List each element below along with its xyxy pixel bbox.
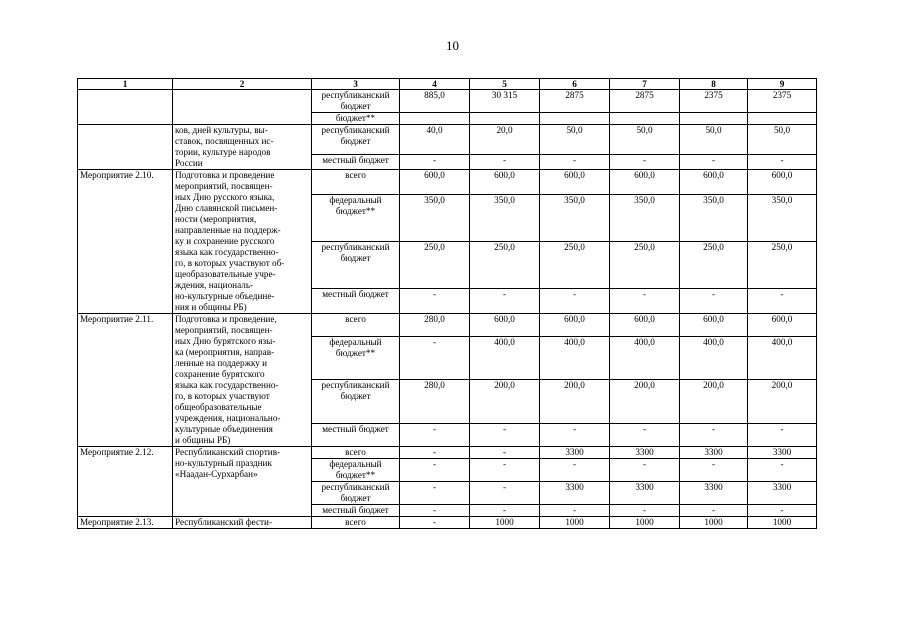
amount-cell: 350,0 [680, 194, 748, 241]
amount-cell: 3300 [610, 447, 680, 459]
amount-cell: 2875 [540, 90, 610, 113]
column-header: 8 [680, 79, 748, 90]
measure-name-cell [173, 170, 312, 314]
measure-name-line: ности (мероприятия, [175, 214, 257, 224]
funding-source-cell [312, 154, 400, 169]
amount-cell: 200,0 [470, 380, 540, 424]
measure-name-line: сохранение бурятского [175, 369, 265, 379]
table-body [78, 90, 817, 529]
measure-name-line: го, в которых участвуют об- [175, 258, 285, 268]
funding-source-line: бюджет** [335, 347, 376, 358]
amount-cell: 600,0 [540, 170, 610, 195]
amount-cell: - [610, 424, 680, 447]
funding-source-line: федеральный [329, 336, 382, 347]
measure-name-line: ков, дней культуры, вы- [175, 125, 268, 135]
table-row [78, 314, 817, 337]
amount-cell: - [748, 154, 817, 169]
header-row [78, 79, 817, 90]
funding-source-cell [312, 482, 400, 505]
measure-id-cell [78, 170, 173, 314]
column-header: 7 [610, 79, 680, 90]
amount-cell: 1000 [748, 517, 817, 529]
measure-name-line: культурные объединения [175, 424, 273, 434]
amount-cell: - [540, 505, 610, 517]
amount-cell: 600,0 [680, 170, 748, 195]
amount-cell: - [400, 424, 470, 447]
amount-cell: 1000 [470, 517, 540, 529]
amount-cell: - [470, 482, 540, 505]
table-row [78, 170, 817, 195]
column-header: 3 [312, 79, 400, 90]
budget-table [77, 78, 817, 529]
amount-cell: - [748, 424, 817, 447]
funding-source-line: республиканский [321, 241, 390, 252]
measure-name-line: Республиканский спортив- [175, 447, 281, 457]
column-header: 1 [78, 79, 173, 90]
amount-cell: 3300 [748, 482, 817, 505]
funding-source-line: республиканский [321, 380, 390, 391]
funding-source-cell [312, 194, 400, 241]
amount-cell: 600,0 [400, 170, 470, 195]
table-row [78, 517, 817, 529]
measure-name-line: ставок, посвященных ис- [175, 136, 274, 146]
amount-cell: 885,0 [400, 90, 470, 113]
funding-source-line: республиканский [321, 90, 390, 100]
amount-cell: 250,0 [610, 241, 680, 288]
column-header: 9 [748, 79, 817, 90]
amount-cell: - [680, 289, 748, 314]
amount-cell: 1000 [610, 517, 680, 529]
measure-name-line: учреждения, национально- [175, 413, 281, 423]
page-number: 10 [446, 38, 459, 53]
funding-source-cell [312, 113, 400, 125]
amount-cell: - [610, 505, 680, 517]
funding-source-cell [312, 125, 400, 155]
measure-name-line: Подготовка и проведение, [175, 314, 277, 324]
amount-cell: 350,0 [748, 194, 817, 241]
amount-cell: 400,0 [610, 336, 680, 380]
funding-source-line: республиканский [321, 482, 390, 492]
funding-source-line: бюджет [340, 252, 371, 263]
amount-cell: 2375 [680, 90, 748, 113]
amount-cell: 600,0 [470, 314, 540, 337]
amount-cell: 200,0 [748, 380, 817, 424]
amount-cell [680, 113, 748, 125]
amount-cell: - [748, 289, 817, 314]
amount-cell: 600,0 [470, 170, 540, 195]
amount-cell: 350,0 [540, 194, 610, 241]
amount-cell: - [470, 447, 540, 459]
amount-cell: - [400, 289, 470, 314]
funding-source-line: местный бюджет [322, 154, 389, 165]
column-header: 6 [540, 79, 610, 90]
amount-cell: 350,0 [610, 194, 680, 241]
funding-source-line: бюджет [340, 493, 371, 503]
funding-source-cell [312, 170, 400, 195]
measure-name-line: ку и сохранение русского [175, 236, 275, 246]
amount-cell: 40,0 [400, 125, 470, 155]
measure-name-line: ных Дню бурятского язы- [175, 336, 276, 346]
funding-source-cell [312, 380, 400, 424]
measure-name-cell [173, 517, 312, 529]
amount-cell: - [400, 517, 470, 529]
amount-cell: 50,0 [540, 125, 610, 155]
amount-cell: 2375 [748, 90, 817, 113]
measure-name-line: ка (мероприятия, направ- [175, 347, 275, 357]
funding-source-line: всего [345, 170, 366, 180]
measure-name-line: и общины РБ) [175, 435, 231, 445]
amount-cell [748, 113, 817, 125]
amount-cell: - [470, 289, 540, 314]
amount-cell: 600,0 [610, 170, 680, 195]
amount-cell: - [680, 459, 748, 482]
amount-cell: 3300 [680, 447, 748, 459]
funding-source-line: местный бюджет [322, 424, 389, 435]
amount-cell: - [540, 424, 610, 447]
amount-cell: - [400, 482, 470, 505]
funding-source-line: всего [345, 447, 366, 457]
column-header: 5 [470, 79, 540, 90]
measure-name-line: языка как государственно- [175, 380, 279, 390]
amount-cell: - [400, 336, 470, 380]
funding-source-line: бюджет [340, 101, 371, 111]
measure-name-line: но-культурные объедине- [175, 291, 275, 301]
amount-cell: 280,0 [400, 314, 470, 337]
table-row [78, 125, 817, 155]
measure-name-line: Дню славянской письмен- [175, 203, 278, 213]
amount-cell: - [748, 505, 817, 517]
amount-cell: 50,0 [748, 125, 817, 155]
amount-cell: 200,0 [540, 380, 610, 424]
measure-name-cell [173, 125, 312, 170]
amount-cell: 250,0 [400, 241, 470, 288]
measure-name-line: ния и общины РБ) [175, 302, 247, 312]
funding-source-cell [312, 447, 400, 459]
funding-source-cell [312, 241, 400, 288]
funding-source-cell [312, 517, 400, 529]
amount-cell: - [680, 154, 748, 169]
measure-id-cell [78, 90, 173, 125]
amount-cell: 2875 [610, 90, 680, 113]
funding-source-line: бюджет** [335, 470, 376, 480]
amount-cell [610, 113, 680, 125]
measure-name-line: го, в которых участвуют [175, 391, 270, 401]
amount-cell: - [540, 459, 610, 482]
amount-cell: 400,0 [540, 336, 610, 380]
column-header: 2 [173, 79, 312, 90]
measure-name-cell [173, 314, 312, 447]
amount-cell: 350,0 [470, 194, 540, 241]
column-header: 4 [400, 79, 470, 90]
amount-cell: - [748, 459, 817, 482]
amount-cell: 30 315 [470, 90, 540, 113]
amount-cell: 250,0 [748, 241, 817, 288]
measure-id-cell [78, 314, 173, 447]
amount-cell [470, 113, 540, 125]
funding-source-line: всего [345, 314, 366, 324]
amount-cell: 350,0 [400, 194, 470, 241]
amount-cell: 1000 [540, 517, 610, 529]
funding-source-cell [312, 424, 400, 447]
measure-name-line: «Наадан-Сурхарбан» [175, 469, 258, 479]
amount-cell: 3300 [610, 482, 680, 505]
amount-cell: 3300 [680, 482, 748, 505]
measure-id-line: Мероприятие 2.10. [80, 170, 154, 180]
funding-source-cell [312, 314, 400, 337]
amount-cell: - [470, 424, 540, 447]
measure-name-line: ленные на поддержку и [175, 358, 268, 368]
amount-cell: 50,0 [610, 125, 680, 155]
funding-source-cell [312, 90, 400, 113]
amount-cell: 600,0 [748, 170, 817, 195]
amount-cell: - [610, 289, 680, 314]
amount-cell: - [400, 505, 470, 517]
measure-name-line: направленные на поддерж- [175, 225, 281, 235]
measure-name-cell [173, 447, 312, 517]
amount-cell: 600,0 [748, 314, 817, 337]
amount-cell: 1000 [680, 517, 748, 529]
measure-id-line: Мероприятие 2.11. [80, 314, 154, 324]
amount-cell: - [400, 459, 470, 482]
amount-cell: 200,0 [680, 380, 748, 424]
amount-cell [400, 113, 470, 125]
table-row [78, 90, 817, 113]
amount-cell: - [470, 459, 540, 482]
funding-source-cell [312, 459, 400, 482]
amount-cell: 600,0 [540, 314, 610, 337]
funding-source-line: всего [345, 517, 366, 527]
funding-source-line: федеральный [329, 194, 382, 205]
amount-cell: 600,0 [610, 314, 680, 337]
amount-cell: - [400, 154, 470, 169]
funding-source-line: бюджет** [335, 113, 376, 123]
amount-cell [540, 113, 610, 125]
measure-name-line: общеобразовательные [175, 402, 262, 412]
amount-cell: 280,0 [400, 380, 470, 424]
amount-cell: - [470, 154, 540, 169]
amount-cell: - [610, 459, 680, 482]
amount-cell: 3300 [540, 447, 610, 459]
funding-source-line: республиканский [321, 125, 390, 135]
measure-name-line: мероприятий, посвящен- [175, 325, 273, 335]
measure-id-line: Мероприятие 2.12. [80, 447, 154, 457]
amount-cell: 400,0 [748, 336, 817, 380]
funding-source-cell [312, 289, 400, 314]
measure-name-line: Подготовка и проведение [175, 170, 275, 180]
funding-source-line: бюджет** [335, 205, 376, 216]
amount-cell: - [610, 154, 680, 169]
measure-name-line: Республиканский фести- [175, 517, 273, 527]
funding-source-line: местный бюджет [322, 505, 389, 515]
funding-source-line: федеральный [329, 459, 382, 469]
table-row [78, 447, 817, 459]
measure-id-cell [78, 447, 173, 517]
amount-cell: - [540, 154, 610, 169]
measure-name-line: но-культурный праздник [175, 458, 272, 468]
amount-cell: 250,0 [540, 241, 610, 288]
amount-cell: 20,0 [470, 125, 540, 155]
amount-cell: - [680, 424, 748, 447]
measure-id-line: Мероприятие 2.13. [80, 517, 154, 527]
funding-source-line: бюджет [340, 391, 371, 402]
amount-cell: 250,0 [680, 241, 748, 288]
measure-name-line: тории, культуре народов [175, 147, 271, 157]
amount-cell: 400,0 [470, 336, 540, 380]
funding-source-line: местный бюджет [322, 289, 389, 300]
amount-cell: 3300 [540, 482, 610, 505]
amount-cell: 200,0 [610, 380, 680, 424]
amount-cell: - [470, 505, 540, 517]
measure-name-line: России [175, 158, 203, 168]
funding-source-line: бюджет [340, 136, 371, 146]
amount-cell: 50,0 [680, 125, 748, 155]
amount-cell: - [400, 447, 470, 459]
funding-source-cell [312, 505, 400, 517]
amount-cell: - [680, 505, 748, 517]
measure-id-cell [78, 125, 173, 170]
measure-name-line: щеобразовательные учре- [175, 269, 276, 279]
amount-cell: 3300 [748, 447, 817, 459]
amount-cell: 400,0 [680, 336, 748, 380]
measure-name-line: мероприятий, посвящен- [175, 181, 273, 191]
measure-name-line: языка как государственно- [175, 247, 279, 257]
measure-name-cell [173, 90, 312, 125]
funding-source-cell [312, 336, 400, 380]
measure-name-line: ждения, националь- [175, 280, 254, 290]
measure-name-line: ных Дню русского языка, [175, 192, 275, 202]
amount-cell: 600,0 [680, 314, 748, 337]
amount-cell: - [540, 289, 610, 314]
amount-cell: 250,0 [470, 241, 540, 288]
measure-id-cell [78, 517, 173, 529]
